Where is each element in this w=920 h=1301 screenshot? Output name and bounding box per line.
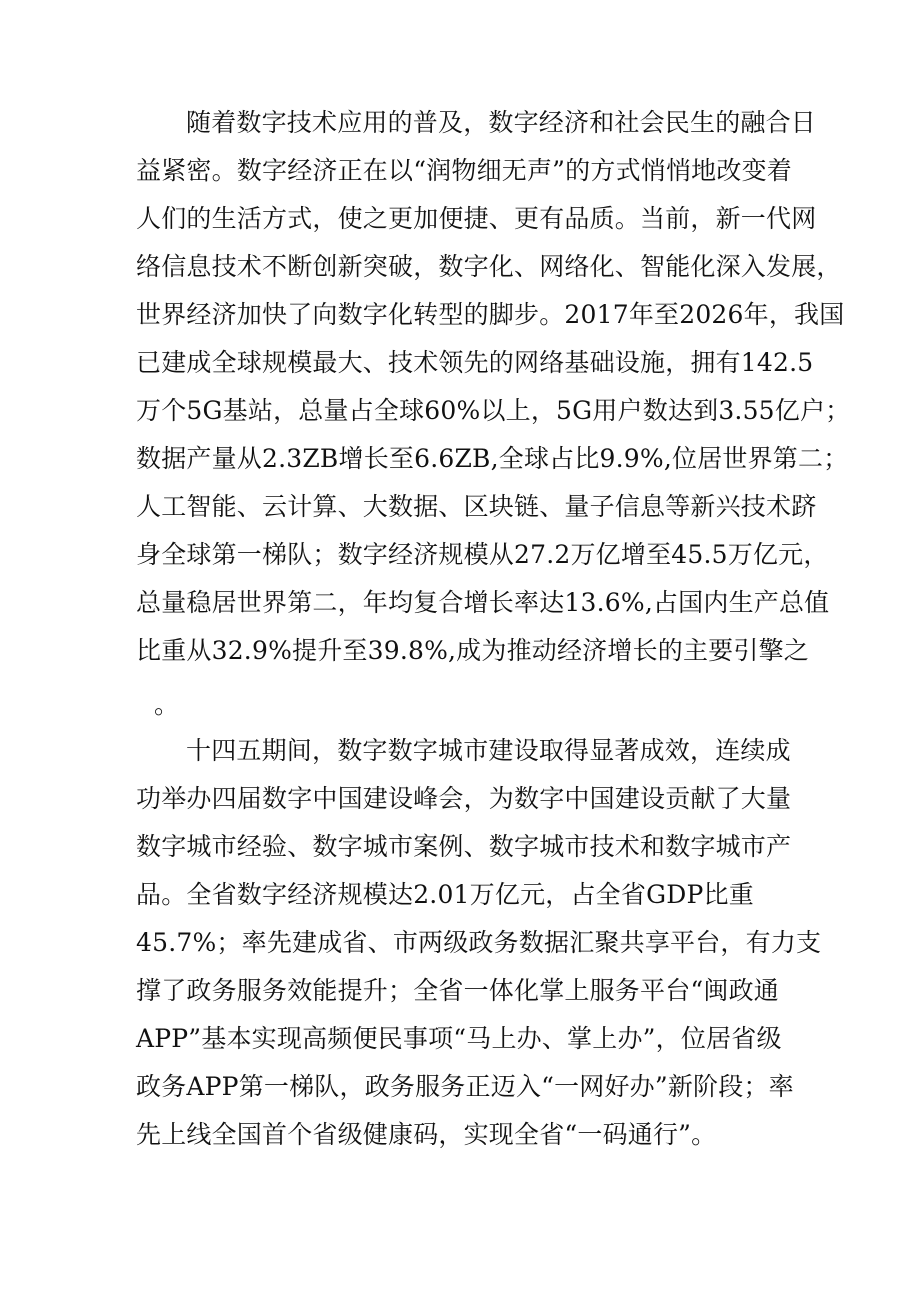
paragraph-1-line-11: 总量稳居世界第二，年均复合增长率达13.6%,占国内生产总值 bbox=[136, 588, 830, 617]
paragraph-2-line-8: 政务APP第一梯队，政务服务正迈入“一网好办”新阶段；率 bbox=[136, 1072, 794, 1101]
paragraph-1-line-6: 已建成全球规模最大、技术领先的网络基础设施，拥有142.5 bbox=[136, 348, 814, 377]
paragraph-1-line-4: 络信息技术不断创新突破，数字化、网络化、智能化深入发展， bbox=[136, 252, 842, 281]
paragraph-1-line-5: 世界经济加快了向数字化转型的脚步。2017年至2026年，我国 bbox=[136, 300, 845, 329]
paragraph-1-line-10: 身全球第一梯队；数字经济规模从27.2万亿增至45.5万亿元， bbox=[136, 540, 829, 569]
paragraph-1-line-8: 数据产量从2.3ZB增长至6.6ZB,全球占比9.9%,位居世界第二； bbox=[136, 444, 849, 473]
paragraph-1-line-1: 随着数字技术应用的普及，数字经济和社会民生的融合日 bbox=[186, 108, 817, 137]
paragraph-2-line-4: 品。全省数字经济规模达2.01万亿元，占全省GDP比重 bbox=[136, 880, 754, 909]
paragraph-2-line-7: APP”基本实现高频便民事项“马上办、掌上办”，位居省级 bbox=[136, 1024, 782, 1053]
paragraph-1-line-13: 。 bbox=[154, 690, 180, 719]
paragraph-1-line-9: 人工智能、云计算、大数据、区块链、量子信息等新兴技术跻 bbox=[136, 492, 817, 521]
paragraph-1-line-2: 益紧密。数字经济正在以“润物细无声”的方式悄悄地改变着 bbox=[136, 156, 792, 185]
paragraph-1-line-7: 万个5G基站，总量占全球60%以上，5G用户数达到3.55亿户； bbox=[136, 396, 851, 425]
paragraph-1-line-3: 人们的生活方式，使之更加便捷、更有品质。当前，新一代网 bbox=[136, 204, 817, 233]
paragraph-2-line-1: 十四五期间，数字数字城市建设取得显著成效，连续成 bbox=[186, 736, 791, 765]
paragraph-2-line-6: 撑了政务服务效能提升；全省一体化掌上服务平台“闽政通 bbox=[136, 976, 779, 1005]
paragraph-1-line-12: 比重从32.9%提升至39.8%,成为推动经济增长的主要引擎之 bbox=[136, 636, 809, 665]
paragraph-2-line-2: 功举办四届数字中国建设峰会，为数字中国建设贡献了大量 bbox=[136, 784, 792, 813]
paragraph-2-line-5: 45.7%；率先建成省、市两级政务数据汇聚共享平台，有力支 bbox=[136, 928, 822, 957]
paragraph-2-line-9: 先上线全国首个省级健康码，实现全省“一码通行”。 bbox=[136, 1120, 717, 1149]
paragraph-2-line-3: 数字城市经验、数字城市案例、数字城市技术和数字城市产 bbox=[136, 832, 792, 861]
